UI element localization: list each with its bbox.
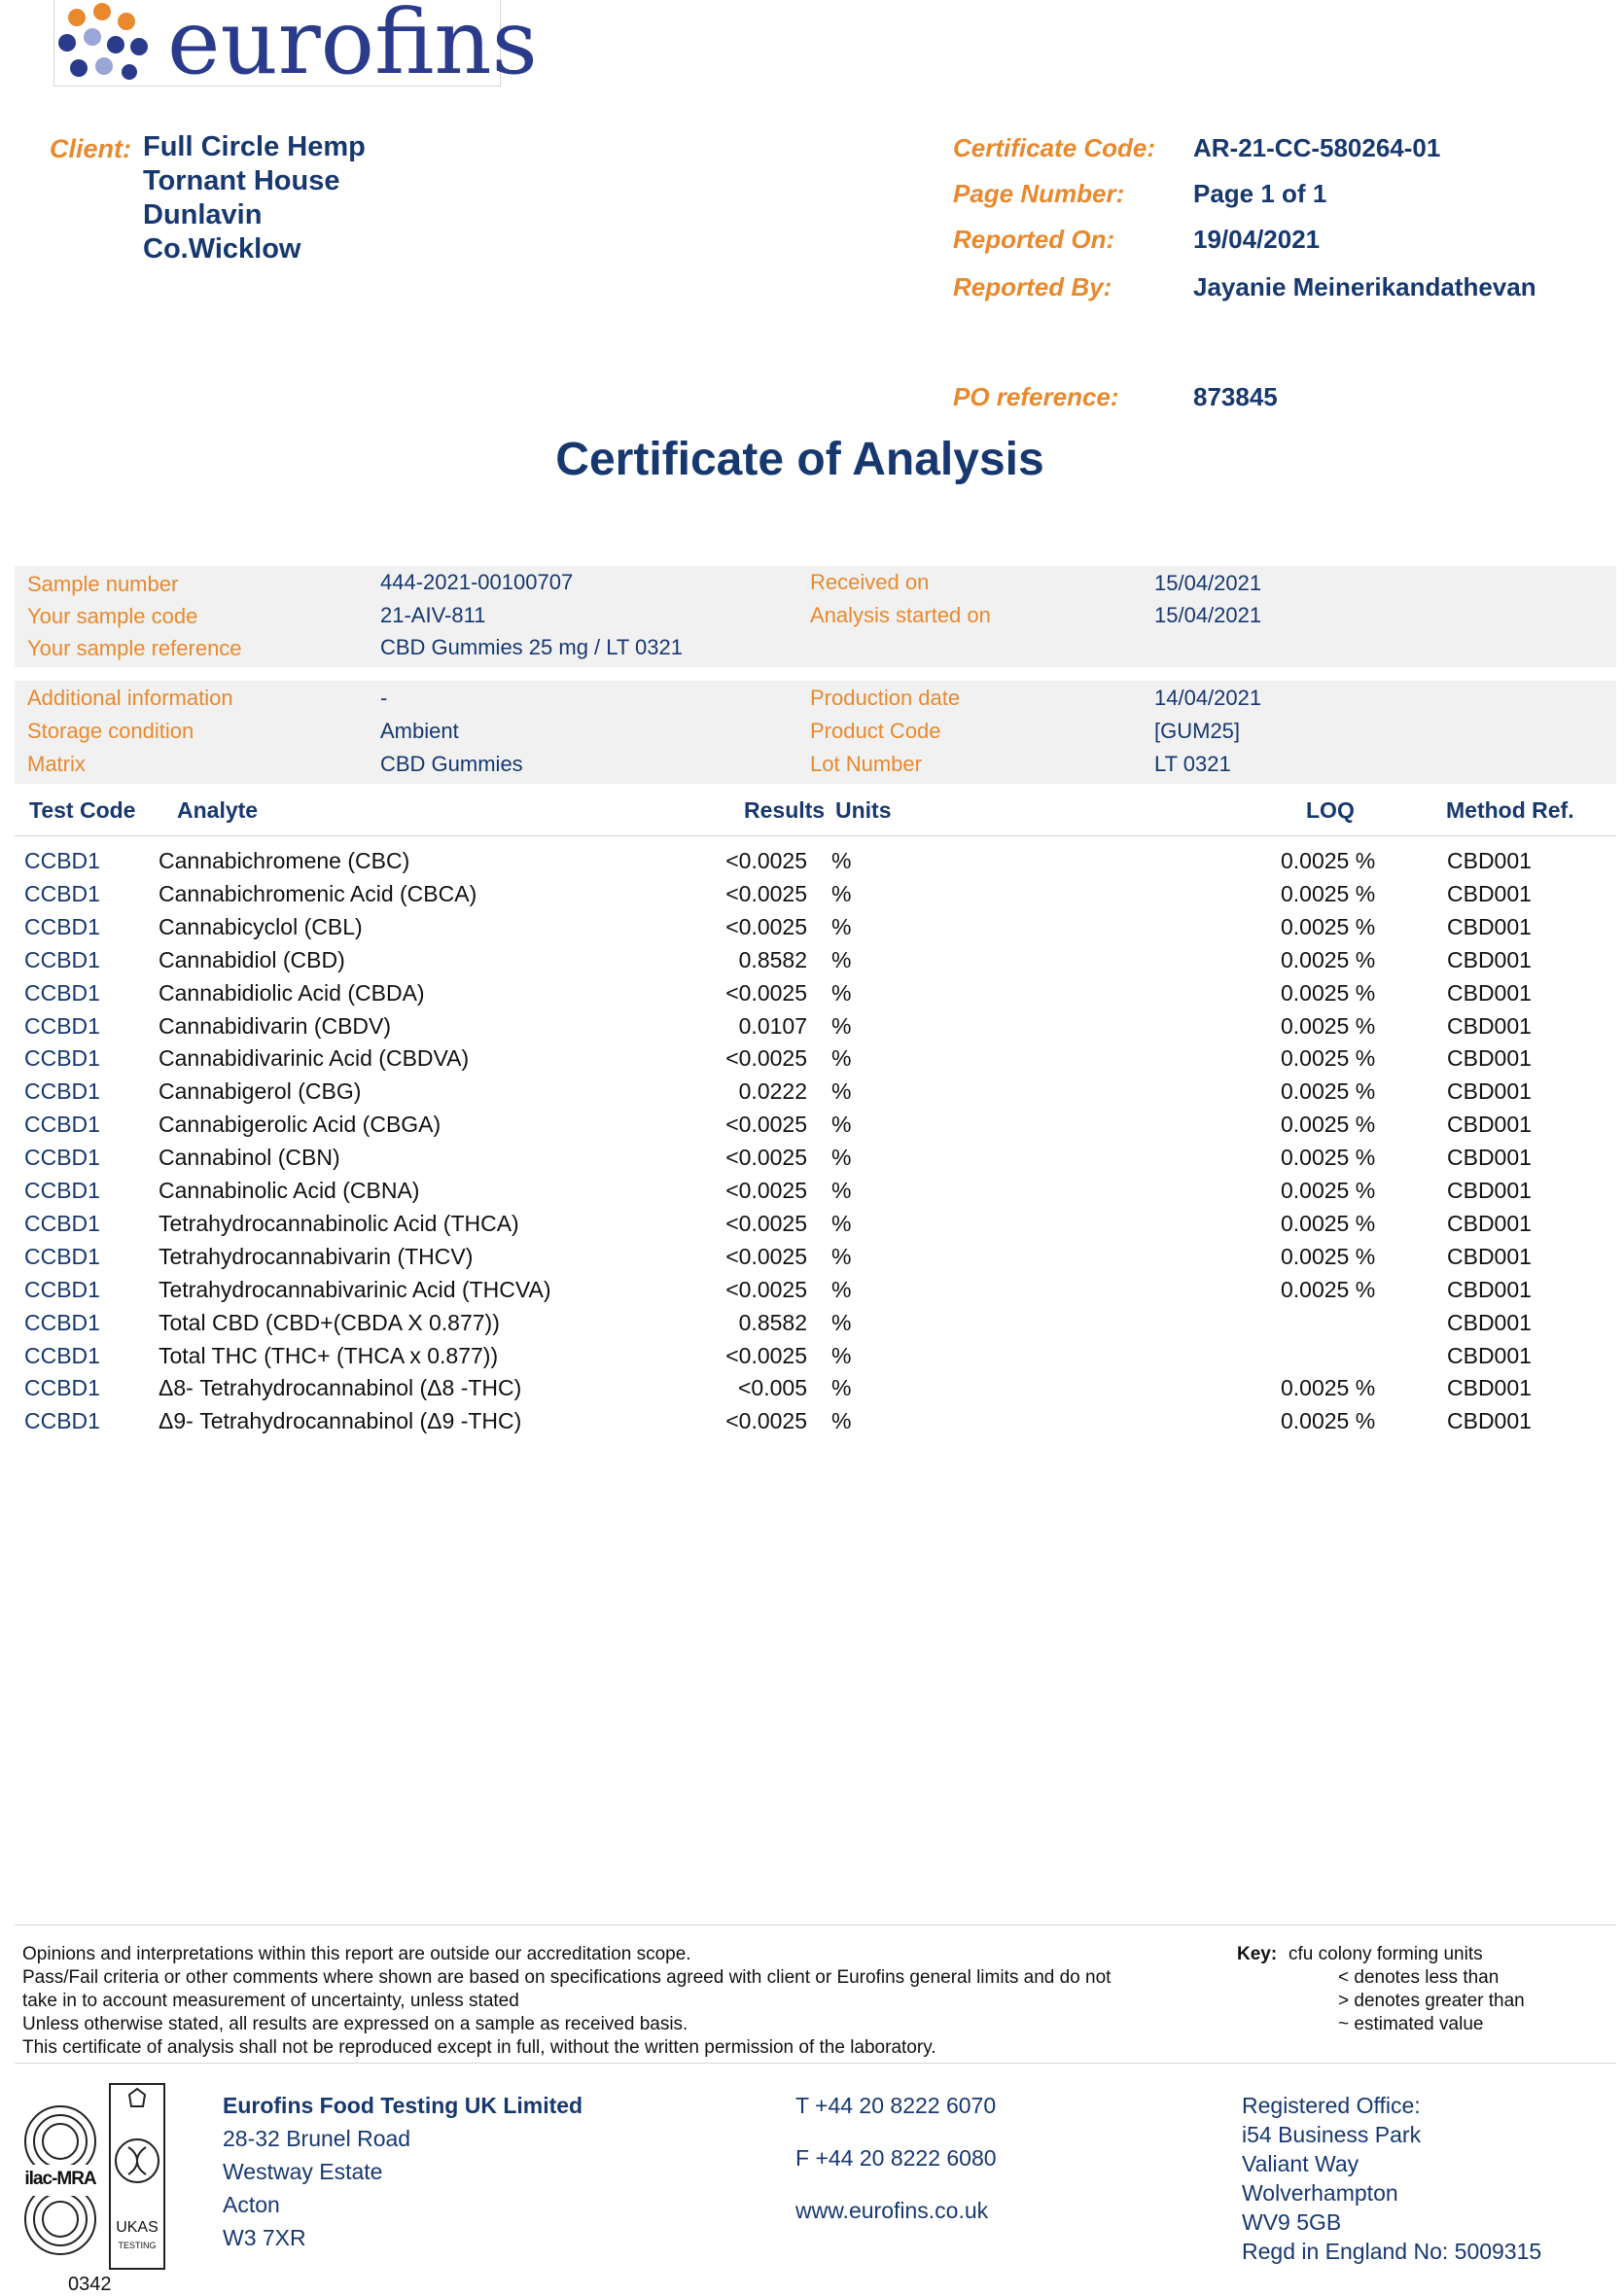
analyte-name: Cannabigerolic Acid (CBGA) xyxy=(159,1112,441,1138)
sample-code-label: Your sample code xyxy=(27,604,198,628)
analyte-name: Cannabinol (CBN) xyxy=(159,1145,340,1171)
loq-value: 0.0025 % xyxy=(1281,880,1376,906)
analyte-name: Cannabinolic Acid (CBNA) xyxy=(159,1178,420,1203)
sample-reference-label: Your sample reference xyxy=(27,636,242,660)
result-value: <0.0025 xyxy=(725,1145,807,1171)
registered-office-line: Registered Office: xyxy=(1242,2093,1421,2118)
result-value: <0.0025 xyxy=(725,1210,807,1236)
table-row xyxy=(0,1078,1624,1112)
matrix-label: Matrix xyxy=(27,752,86,776)
test-code: CCBD1 xyxy=(24,1210,100,1236)
analyte-name: Cannabidivarin (CBDV) xyxy=(159,1012,392,1039)
key-label: Key: xyxy=(1237,1944,1278,1964)
loq-value: 0.0025 % xyxy=(1281,1012,1376,1039)
page-title: Certificate of Analysis xyxy=(555,434,1044,485)
reported-on: 19/04/2021 xyxy=(1193,225,1321,254)
registered-office-line: Valiant Way xyxy=(1242,2151,1359,2176)
method-ref: CBD001 xyxy=(1447,1078,1532,1105)
result-unit: % xyxy=(831,1243,852,1269)
registered-office-line: WV9 5GB xyxy=(1242,2209,1342,2235)
method-ref: CBD001 xyxy=(1447,1210,1532,1236)
table-header-divider xyxy=(15,835,1616,836)
company-phone: T +44 20 8222 6070 xyxy=(795,2093,997,2118)
company-name: Eurofins Food Testing UK Limited xyxy=(223,2093,583,2118)
analyte-name: Cannabigerol (CBG) xyxy=(159,1078,362,1105)
page-number: Page 1 of 1 xyxy=(1193,179,1327,208)
method-ref: CBD001 xyxy=(1447,1375,1532,1401)
disclaimer-line: take in to account measurement of uncertainty, unless stated xyxy=(22,1991,519,2011)
loq-value: 0.0025 % xyxy=(1281,1210,1376,1236)
loq-value: 0.0025 % xyxy=(1281,1078,1376,1105)
ilac-mra-seal-icon xyxy=(21,2083,99,2268)
sample-reference: CBD Gummies 25 mg / LT 0321 xyxy=(380,635,683,659)
analyte-name: Tetrahydrocannabinolic Acid (THCA) xyxy=(159,1210,519,1236)
test-code: CCBD1 xyxy=(24,1309,100,1335)
method-ref: CBD001 xyxy=(1447,913,1532,939)
method-ref: CBD001 xyxy=(1447,1309,1532,1335)
test-code: CCBD1 xyxy=(24,1145,100,1171)
test-code: CCBD1 xyxy=(24,848,100,873)
result-unit: % xyxy=(831,1078,852,1105)
client-address-line: Dunlavin xyxy=(143,199,263,230)
table-row xyxy=(0,1277,1624,1310)
matrix: CBD Gummies xyxy=(380,752,523,776)
lot-number: LT 0321 xyxy=(1154,752,1231,776)
registered-office-line: Regd in England No: 5009315 xyxy=(1242,2239,1542,2264)
table-row xyxy=(0,980,1624,1013)
storage-condition-label: Storage condition xyxy=(27,719,194,743)
client-name: Full Circle Hemp xyxy=(143,131,366,162)
analyte-name: Δ8- Tetrahydrocannabinol (Δ8 -THC) xyxy=(159,1375,522,1401)
test-code: CCBD1 xyxy=(24,979,100,1006)
client-address-line: Tornant House xyxy=(143,165,340,196)
result-unit: % xyxy=(831,913,852,939)
result-value: <0.0025 xyxy=(725,913,807,939)
result-unit: % xyxy=(831,1309,852,1335)
result-value: 0.8582 xyxy=(738,1309,807,1335)
method-ref: CBD001 xyxy=(1447,979,1532,1006)
analysis-started-label: Analysis started on xyxy=(810,603,991,627)
table-row xyxy=(0,1045,1624,1078)
test-code: CCBD1 xyxy=(24,946,100,972)
analyte-name: Cannabidivarinic Acid (CBDVA) xyxy=(159,1045,470,1072)
analyte-name: Cannabichromene (CBC) xyxy=(159,848,410,873)
received-on-label: Received on xyxy=(810,570,930,594)
result-value: 0.8582 xyxy=(738,946,807,972)
certificate-code: AR-21-CC-580264-01 xyxy=(1193,133,1441,162)
production-date: 14/04/2021 xyxy=(1154,686,1262,710)
received-on: 15/04/2021 xyxy=(1154,571,1262,595)
disclaimer-line: Unless otherwise stated, all results are expressed on a sample as received basis. xyxy=(22,2014,688,2034)
result-unit: % xyxy=(831,1276,852,1302)
table-row xyxy=(0,1178,1624,1211)
disclaimer-line: This certificate of analysis shall not be reproduced except in full, without the written permission of the laboratory. xyxy=(22,2037,936,2058)
product-code-label: Product Code xyxy=(810,719,941,743)
test-code: CCBD1 xyxy=(24,1012,100,1039)
method-ref: CBD001 xyxy=(1447,1243,1532,1269)
product-code: [GUM25] xyxy=(1154,719,1241,743)
lot-number-label: Lot Number xyxy=(810,752,922,776)
analyte-name: Tetrahydrocannabivarinic Acid (THCVA) xyxy=(159,1276,551,1302)
disclaimer-line: Opinions and interpretations within this report are outside our accreditation scope. xyxy=(22,1944,691,1964)
test-code: CCBD1 xyxy=(24,1243,100,1269)
company-address-line: Acton xyxy=(223,2192,280,2217)
reported-by-label: Reported By: xyxy=(953,272,1112,301)
disclaimer xyxy=(22,1943,1209,2060)
header-loq: LOQ xyxy=(1306,797,1355,823)
client-address xyxy=(143,130,366,266)
result-value: <0.0025 xyxy=(725,1243,807,1269)
result-value: <0.0025 xyxy=(725,1342,807,1368)
method-ref: CBD001 xyxy=(1447,1145,1532,1171)
loq-value: 0.0025 % xyxy=(1281,1408,1376,1434)
ukas-testing-text: TESTING xyxy=(118,2241,157,2250)
test-code: CCBD1 xyxy=(24,1178,100,1203)
company-address-line: Westway Estate xyxy=(223,2159,383,2184)
analyte-name: Δ9- Tetrahydrocannabinol (Δ9 -THC) xyxy=(159,1408,522,1434)
production-date-label: Production date xyxy=(810,686,961,710)
sample-number-label: Sample number xyxy=(27,572,179,596)
result-unit: % xyxy=(831,880,852,906)
table-row xyxy=(0,1408,1624,1441)
result-value: 0.0107 xyxy=(738,1012,807,1039)
table-row xyxy=(0,1112,1624,1145)
table-row xyxy=(0,848,1624,881)
eurofins-logo-icon xyxy=(53,0,151,88)
test-code: CCBD1 xyxy=(24,1078,100,1105)
loq-value: 0.0025 % xyxy=(1281,1112,1376,1138)
reported-on-label: Reported On: xyxy=(953,225,1115,254)
analyte-name: Cannabidiolic Acid (CBDA) xyxy=(159,979,425,1006)
analyte-name: Total CBD (CBD+(CBDA X 0.877)) xyxy=(159,1309,500,1335)
table-row xyxy=(0,1343,1624,1376)
footer-divider-2 xyxy=(15,2063,1616,2064)
method-ref: CBD001 xyxy=(1447,1178,1532,1203)
result-value: <0.0025 xyxy=(725,979,807,1006)
result-value: <0.0025 xyxy=(725,1045,807,1072)
analyte-name: Total THC (THC+ (THCA x 0.877)) xyxy=(159,1342,499,1368)
method-ref: CBD001 xyxy=(1447,946,1532,972)
table-row xyxy=(0,1013,1624,1046)
loq-value: 0.0025 % xyxy=(1281,1276,1376,1302)
key-line: ~ estimated value xyxy=(1338,2014,1484,2034)
certificate-code-label: Certificate Code: xyxy=(953,133,1156,162)
company-fax: F +44 20 8222 6080 xyxy=(795,2145,997,2171)
company-address xyxy=(223,2089,583,2254)
result-value: <0.0025 xyxy=(725,1178,807,1203)
result-value: <0.005 xyxy=(738,1375,807,1401)
result-unit: % xyxy=(831,979,852,1006)
loq-value: 0.0025 % xyxy=(1281,1178,1376,1203)
result-value: <0.0025 xyxy=(725,1276,807,1302)
result-value: 0.0222 xyxy=(738,1078,807,1105)
result-unit: % xyxy=(831,1112,852,1138)
company-website-link[interactable]: www.eurofins.co.uk xyxy=(795,2198,989,2223)
test-code: CCBD1 xyxy=(24,1112,100,1138)
client-label: Client: xyxy=(50,134,131,163)
header-analyte: Analyte xyxy=(177,797,259,823)
analyte-name: Cannabidiol (CBD) xyxy=(159,946,345,972)
table-row xyxy=(0,1211,1624,1244)
test-code: CCBD1 xyxy=(24,880,100,906)
sample-code: 21-AIV-811 xyxy=(380,603,486,627)
analysis-started: 15/04/2021 xyxy=(1154,603,1262,627)
loq-value: 0.0025 % xyxy=(1281,913,1376,939)
result-unit: % xyxy=(831,848,852,873)
disclaimer-line: Pass/Fail criteria or other comments where shown are based on specifications agreed with client or Eurofins general limits and do not xyxy=(22,1967,1112,1988)
analyte-name: Cannabicyclol (CBL) xyxy=(159,913,363,939)
method-ref: CBD001 xyxy=(1447,1408,1532,1434)
method-ref: CBD001 xyxy=(1447,1112,1532,1138)
loq-value: 0.0025 % xyxy=(1281,979,1376,1006)
result-unit: % xyxy=(831,1012,852,1039)
table-row xyxy=(0,1145,1624,1178)
method-ref: CBD001 xyxy=(1447,880,1532,906)
analyte-name: Cannabichromenic Acid (CBCA) xyxy=(159,880,477,906)
page-number-label: Page Number: xyxy=(953,179,1125,208)
ukas-seal-icon xyxy=(109,2083,165,2270)
ukas-text: UKAS xyxy=(116,2219,159,2236)
loq-value: 0.0025 % xyxy=(1281,946,1376,972)
test-code: CCBD1 xyxy=(24,1408,100,1434)
test-code: CCBD1 xyxy=(24,1342,100,1368)
result-unit: % xyxy=(831,1045,852,1072)
header-units: Units xyxy=(835,797,892,823)
test-code: CCBD1 xyxy=(24,913,100,939)
result-unit: % xyxy=(831,1145,852,1171)
loq-value: 0.0025 % xyxy=(1281,1145,1376,1171)
po-reference: 873845 xyxy=(1193,382,1278,411)
storage-condition: Ambient xyxy=(380,719,459,743)
result-value: <0.0025 xyxy=(725,848,807,873)
header-results: Results xyxy=(744,797,826,823)
result-unit: % xyxy=(831,1178,852,1203)
sample-number: 444-2021-00100707 xyxy=(380,570,574,594)
registered-office xyxy=(1242,2091,1541,2266)
key-line: < denotes less than xyxy=(1338,1967,1500,1988)
result-unit: % xyxy=(831,1342,852,1368)
result-value: <0.0025 xyxy=(725,1408,807,1434)
client-address-line: Co.Wicklow xyxy=(143,233,301,265)
key-line: > denotes greater than xyxy=(1338,1991,1525,2011)
loq-value: 0.0025 % xyxy=(1281,1375,1376,1401)
table-row xyxy=(0,947,1624,980)
additional-info-label: Additional information xyxy=(27,686,233,710)
additional-info: - xyxy=(380,686,388,710)
test-code: CCBD1 xyxy=(24,1276,100,1302)
accreditation-number: 0342 xyxy=(68,2274,112,2295)
result-unit: % xyxy=(831,946,852,972)
logo-wordmark: eurofins xyxy=(167,0,538,94)
result-unit: % xyxy=(831,1210,852,1236)
registered-office-line: Wolverhampton xyxy=(1242,2180,1398,2206)
method-ref: CBD001 xyxy=(1447,1342,1532,1368)
method-ref: CBD001 xyxy=(1447,1045,1532,1072)
table-row xyxy=(0,1310,1624,1343)
result-value: <0.0025 xyxy=(725,1112,807,1138)
table-row xyxy=(0,881,1624,914)
loq-value: 0.0025 % xyxy=(1281,848,1376,873)
method-ref: CBD001 xyxy=(1447,1012,1532,1039)
result-unit: % xyxy=(831,1375,852,1401)
test-code: CCBD1 xyxy=(24,1375,100,1401)
header-test-code: Test Code xyxy=(29,797,136,823)
test-code: CCBD1 xyxy=(24,1045,100,1072)
analyte-name: Tetrahydrocannabivarin (THCV) xyxy=(159,1243,474,1269)
reported-by: Jayanie Meinerikandathevan xyxy=(1193,272,1536,301)
key-line: cfu colony forming units xyxy=(1289,1944,1483,1964)
header-method-ref: Method Ref. xyxy=(1446,797,1574,823)
table-row xyxy=(0,914,1624,947)
ilac-mra-text: ilac-MRA xyxy=(24,2169,96,2189)
table-row xyxy=(0,1375,1624,1408)
table-row xyxy=(0,1244,1624,1277)
po-reference-label: PO reference: xyxy=(953,382,1119,411)
loq-value: 0.0025 % xyxy=(1281,1243,1376,1269)
company-address-line: W3 7XR xyxy=(223,2225,306,2250)
method-ref: CBD001 xyxy=(1447,848,1532,873)
result-value: <0.0025 xyxy=(725,880,807,906)
loq-value: 0.0025 % xyxy=(1281,1045,1376,1072)
company-address-line: 28-32 Brunel Road xyxy=(223,2126,411,2151)
registered-office-line: i54 Business Park xyxy=(1242,2122,1422,2147)
result-unit: % xyxy=(831,1408,852,1434)
method-ref: CBD001 xyxy=(1447,1276,1532,1302)
